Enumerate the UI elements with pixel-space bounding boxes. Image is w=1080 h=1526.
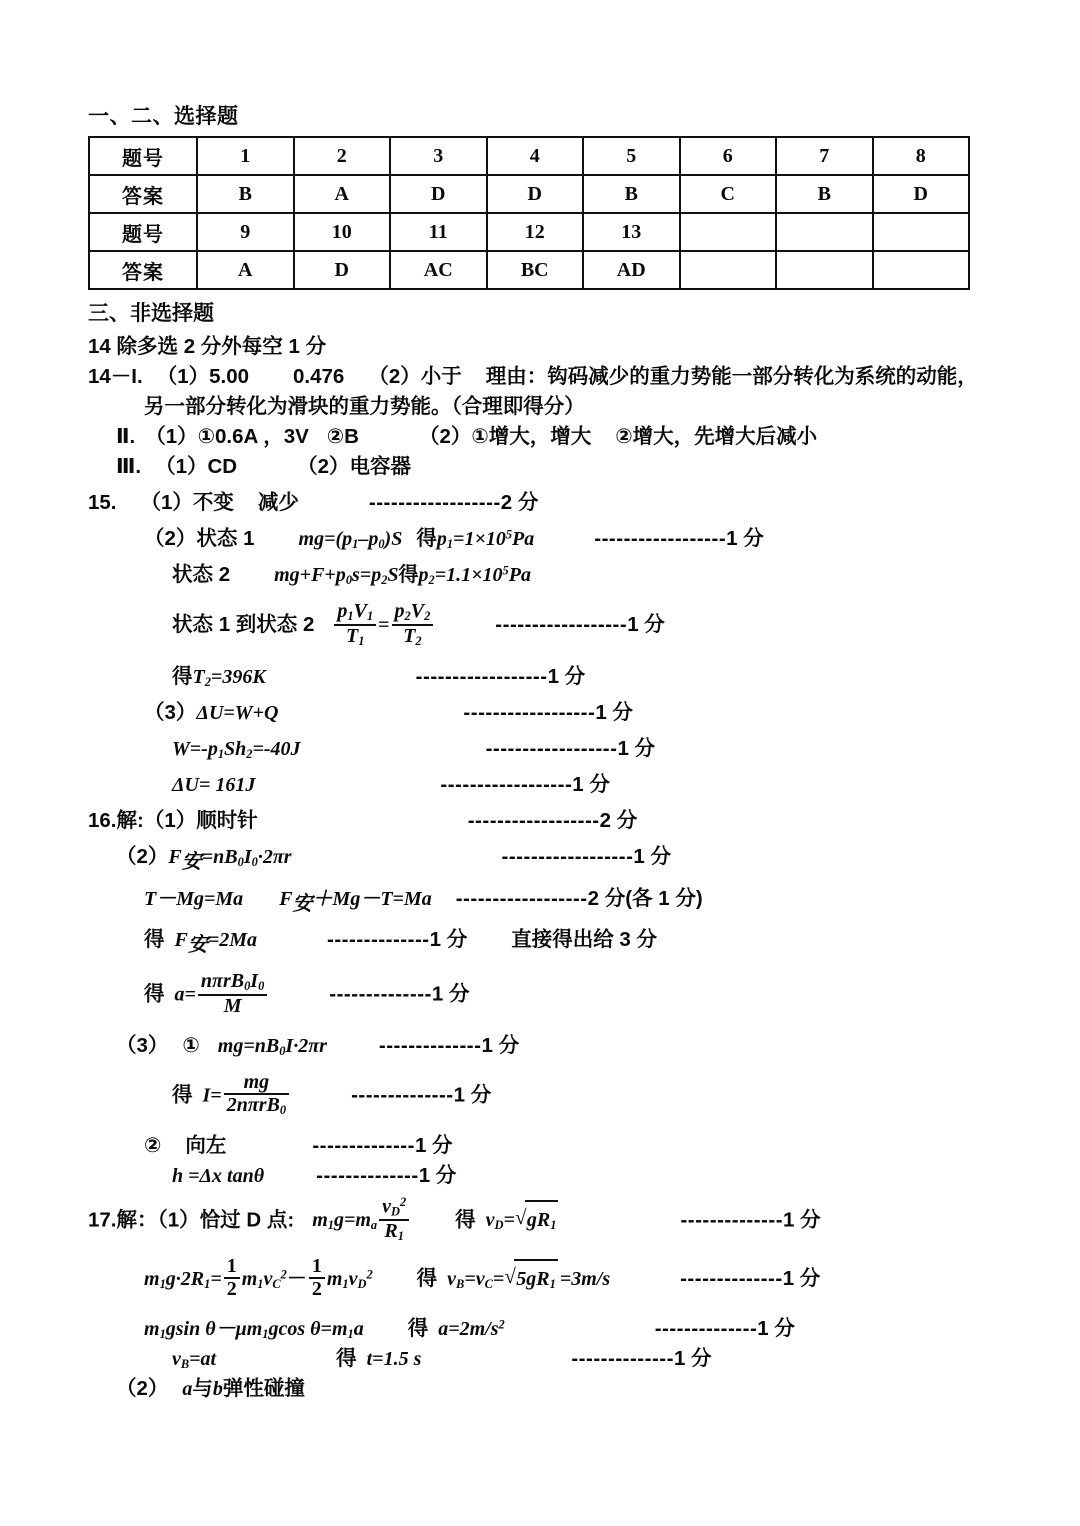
q15-p3-eq3-line [88,770,988,800]
q17-eq3: $m_1gsin$ $\theta-\mu m_1gcos$ $\theta=m_1a$ [144,1317,364,1342]
q15-p3-eq3: ΔU= 161J [172,774,256,797]
q17-p2-body-b: b [212,1378,223,1401]
q15-state1-eq: $mg=(p_1-p_0)S$ [298,527,403,552]
q15-p3-score3: 1 分 [572,773,610,797]
table-cell: 8 [873,137,970,175]
q15-p1-label: （1） [140,490,193,514]
q14-part1-q2-ans: 小于 [420,365,462,389]
q17-eq2-get: 得 [416,1266,438,1290]
q14-part1-line1 [88,362,988,392]
q16-p2-score1: 1 分 [633,845,672,869]
q16-p3-score2: 1 分 [453,1083,492,1107]
q14-part2-line [88,422,988,452]
q14-part1-q1-label: （1） [156,365,210,389]
table-cell: 13 [583,213,680,251]
row-label: 题号 [89,213,197,251]
table-cell: B [197,175,294,213]
q17-vd-fraction: $\frac{v_D^2}{R_1}$ [379,1196,409,1244]
table-cell: 5 [583,137,680,175]
q15-p1-dash: ------------------ [368,490,501,514]
q16-p3-item1: ① [182,1033,200,1057]
table-cell: D [294,251,391,289]
q14-part3-q2-label: （2） [297,455,350,479]
table-cell: B [776,175,873,213]
q15-state2-line [88,560,988,590]
q15-transition-label: 状态 1 到状态 2 [172,613,315,637]
q16-p2-eq2-line [88,884,988,919]
q16-p2-score4: 1 分 [431,982,470,1006]
q15-p3-eq1: ΔU=W+Q [196,701,279,724]
table-row [89,137,969,175]
table-cell [680,213,777,251]
q15-p2-label: （2） [144,526,197,550]
q14-reason-text-b: 另一部分转化为滑块的重力势能。（合理即得分） [144,395,585,419]
q14-scoring-note: 14 除多选 2 分外每空 1 分 [88,335,327,359]
q16-p2-eq3-line [88,925,988,960]
q16-p3-item2-line [88,1131,988,1161]
q16-p3-score1: 1 分 [481,1033,520,1057]
q16-p1-label: （1） [143,809,197,833]
q16-p3-score3: 1 分 [414,1133,453,1157]
q16-acceleration-fraction: $\frac{n\pi rB_0I_0}{M}$ [198,971,267,1017]
q14-reason-text-a: 钩码减少的重力势能一部分转化为系统的动能， [547,365,978,389]
q16-p3-item2: ② [144,1133,162,1157]
q15-state1-result-pre: 得 [416,526,437,550]
table-cell [776,251,873,289]
q14-part3-q1-ans: CD [207,455,238,479]
q17-p2-mid: 与 [192,1377,213,1401]
q15-t2-score: 1 分 [547,664,586,688]
table-cell: 6 [680,137,777,175]
q14-part3-line [88,452,988,482]
table-cell: 7 [776,137,873,175]
q14-part2-q1a: ①0.6A ，3V [197,425,309,449]
q14-part2-q1-label: （1） [145,425,198,449]
q15-t2-pre: 得 [172,664,193,688]
q14-part1-line2 [88,392,988,422]
q15-frac-right: $\frac{p_2V_2}{T_2}$ [392,601,434,648]
q16-p2-eq2a: T－Mg=Ma [144,887,244,910]
q17-p1-eq-lhs: $m_1g=m_a$ [312,1209,378,1233]
table-cell: 10 [294,213,391,251]
q14-part2-label: Ⅱ. [116,425,136,449]
table-cell: AD [583,251,680,289]
q16-p3-eq3-line [88,1161,988,1191]
q16-p2-eq4-pre: 得 [144,982,165,1006]
table-cell [873,213,970,251]
q17-eq2-dash: -------------- [680,1266,783,1290]
q17-p2-rest: 弹性碰撞 [222,1377,305,1401]
q15-p3-dash3: ------------------ [440,773,573,797]
q16-p3-dash3: -------------- [312,1133,415,1157]
q17-p1-get: 得 [455,1208,476,1232]
table-row [89,251,969,289]
q16-p2-score3: 1 分 [429,927,468,951]
q14-part1-val1: 5.00 [209,365,250,389]
q15-transition-dash: ------------------ [495,613,628,637]
q17-half-fraction-1: $\frac{1}{2}$ [224,1256,240,1301]
q16-p3-label: （3） [116,1033,169,1057]
q16-p2-eq1: $=nB_0I_0\cdot 2\pi r$ [201,846,292,870]
row-label: 答案 [89,251,197,289]
q17-half-fraction-2: $\frac{1}{2}$ [309,1256,325,1301]
table-cell: B [583,175,680,213]
q15-state2-eq: $mg+F+p_0s=p_2S$ [274,564,399,588]
q16-p2-eq2b: ＋Mg－T=Ma [312,887,432,910]
q15-p3-eq2-line [88,734,988,764]
q17-eq3-dash: -------------- [654,1316,758,1340]
q14-part1-label: 14－I. [88,365,143,389]
q16-p3-eq2-line [88,1070,988,1119]
q15-state1-line [88,524,988,554]
q16-p3-dash4: -------------- [316,1163,419,1187]
q16-p3-dash1: -------------- [378,1033,482,1057]
q17-eq3-line [88,1314,988,1344]
q16-force-symbol: $F_安$ [168,846,202,874]
table-cell: A [197,251,294,289]
q14-part1-q2-label: （2） [368,365,421,389]
q17-p1-result: $v_D=$ √ $gR_1$ [486,1209,561,1231]
table-cell: D [390,175,487,213]
q14-part2-q2b: ②增大，先增大后减小 [615,425,818,449]
q15-t2-dash: ------------------ [415,664,548,688]
row-label: 题号 [89,137,197,175]
q15-frac-left: $\frac{p_1V_1}{T_1}$ [334,601,376,648]
table-cell [680,251,777,289]
q15-state2-get: 得 [398,564,419,587]
q16-p2-eq1-line [88,842,988,877]
q17-eq3-score: 1 分 [757,1316,795,1340]
q16-p1-dash: ------------------ [467,809,600,833]
q15-p1-b: 减少 [257,490,299,514]
q16-p2-dash3: -------------- [327,927,430,951]
q17-number: 17.解： [88,1208,158,1232]
q16-p2-note: 直接得出给 3 分 [511,927,658,951]
q17-p1-score: 1 分 [783,1208,821,1232]
q17-eq4-lhs: $v_B=at$ [172,1348,217,1372]
q17-p1-label: （1） [157,1208,200,1232]
q16-p2-eq3-pre: 得 [144,927,165,951]
q16-number: 16.解: [88,809,144,833]
q17-eq4-result: t=1.5 s [366,1348,422,1371]
q17-eq2-line: $m_1g\cdot 2R_1=$ $\frac{1}{2}$ $m_1v_C^2-$ $\frac{1}{2}$ $m_1v_D^2$ 得 $v_B=v_C=$ √ $5gR_1 =3m/s$ --------------1 分 [88,1257,988,1302]
answer-table [88,136,970,290]
q14-reason-label: 理由： [485,365,548,389]
q16-p2-dash1: ------------------ [501,845,634,869]
q16-p3-eq1-line [88,1031,988,1061]
q14-part2-q2a: ①增大，增大 [471,425,592,449]
q15-state1-dash: ------------------ [594,526,727,550]
q17-p2-body-a: a [182,1378,193,1401]
q15-state1-score: 1 分 [726,526,764,550]
q16-p2-eq3: =2Ma [207,928,258,951]
q15-state2-label: 状态 2 [172,563,231,587]
q17-eq4-line [88,1344,988,1374]
q15-transition-line: 状态 1 到状态 2 $\frac{p_1V_1}{T_1}$ = $\frac{p_2V_2}{T_2}$ ------------------1 分 [172,600,665,649]
q17-eq2-result: $v_B=v_C=$ √ $5gR_1 =3m/s$ [447,1268,610,1290]
q16-p3-dash2: -------------- [351,1083,454,1107]
q17-p2-label: （2） [116,1377,169,1401]
q17-eq4-get: 得 [336,1347,357,1371]
q16-p2-eq4-lhs: a= [174,983,196,1006]
q15-p3-dash2: ------------------ [485,736,618,760]
table-cell: BC [487,251,584,289]
q15-p3-eq2: $W=-p_1Sh_2=-40J$ [172,737,301,762]
table-cell: 1 [197,137,294,175]
q15-p3-score1: 1 分 [595,700,633,724]
row-label: 答案 [89,175,197,213]
q15-transition-score: 1 分 [627,613,665,637]
q17-p1-cond: 恰过 D 点: [199,1208,295,1232]
table-cell: C [680,175,777,213]
q15-p1-a: 不变 [192,490,234,514]
q15-p3-eq1-line [88,698,988,728]
q16-p3-ans2: 向左 [185,1133,227,1157]
q14-part2-q1b: ②B [326,425,359,449]
q16-p3-eq1: $mg=nB_0I\cdot 2\pi r$ [217,1034,327,1058]
page-content [88,104,988,1404]
q16-force-symbol-2: $F_安$ [279,887,313,915]
table-cell [873,251,970,289]
choice-section-heading: 一、二、选择题 [88,105,239,128]
table-cell [776,213,873,251]
q16-p2-dash4: -------------- [329,982,432,1006]
q15-number: 15. [88,490,117,514]
q16-force-symbol-3: $F_安$ [174,928,208,957]
q17-eq4-score: 1 分 [673,1347,712,1371]
table-cell: D [487,175,584,213]
table-cell: 11 [390,213,487,251]
q15-p1-score: 2 分 [500,490,539,514]
q16-p3-score4: 1 分 [418,1163,457,1187]
q17-p2-line [88,1374,988,1404]
table-cell: 3 [390,137,487,175]
q16-p3-eq2-lhs: I= [202,1084,222,1107]
q17-eq4-dash: -------------- [571,1347,674,1371]
q16-p2-dash2: ------------------ [455,886,588,910]
q17-eq3-result: $a=2m/s^2$ [438,1317,505,1340]
q16-p1-line [88,806,988,836]
q17-eq3-get: 得 [407,1316,429,1340]
table-cell: AC [390,251,487,289]
q16-p3-eq3: h =Δx tanθ [172,1164,265,1187]
table-cell: 4 [487,137,584,175]
q15-state1-label: 状态 1 [196,526,255,550]
q14-part3-q1-label: （1） [155,455,208,479]
q17-p1-line [88,1197,988,1245]
q15-p3-score2: 1 分 [617,736,656,760]
q14-part1-val2: 0.476 [293,365,345,389]
q14-part3-q2-ans: 电容器 [349,455,411,479]
q14-part2-q2-label: （2） [418,425,472,449]
q15-t2-line [88,662,988,692]
q15-p3-label: （3） [144,700,197,724]
q16-p2-score2: 2 分(各 1 分) [587,886,703,910]
q15-p3-dash1: ------------------ [463,700,596,724]
q16-p2-label: （2） [116,845,169,869]
q15-t2-val: $T_2=396K$ [192,665,266,689]
q15-state2-result: $p_2=1.1\times 10^5Pa$ [418,563,531,588]
q17-eq2-score: 1 分 [782,1266,821,1290]
q16-p3-eq2-pre: 得 [172,1083,193,1107]
table-cell: 9 [197,213,294,251]
q17-eq2-lhs: $m_1g\cdot 2R_1=$ [144,1267,222,1291]
q16-current-fraction: $\frac{mg}{2n\pi rB_0}$ [224,1072,289,1118]
q15-part1-line [88,488,988,518]
table-row [89,175,969,213]
q17-p1-dash: -------------- [680,1208,784,1232]
q16-p2-eq4-line [88,972,988,1018]
nonchoice-section-heading: 三、非选择题 [88,302,214,326]
table-cell: 2 [294,137,391,175]
q15-state1-result: $p_1=1\times 10^5Pa$ [436,527,535,552]
table-row [89,213,969,251]
q16-p1-score: 2 分 [599,809,638,833]
q14-part3-label: Ⅲ. [116,455,142,479]
table-cell: A [294,175,391,213]
table-cell: D [873,175,970,213]
table-cell: 12 [487,213,584,251]
q16-p1-ans: 顺时针 [196,809,258,833]
